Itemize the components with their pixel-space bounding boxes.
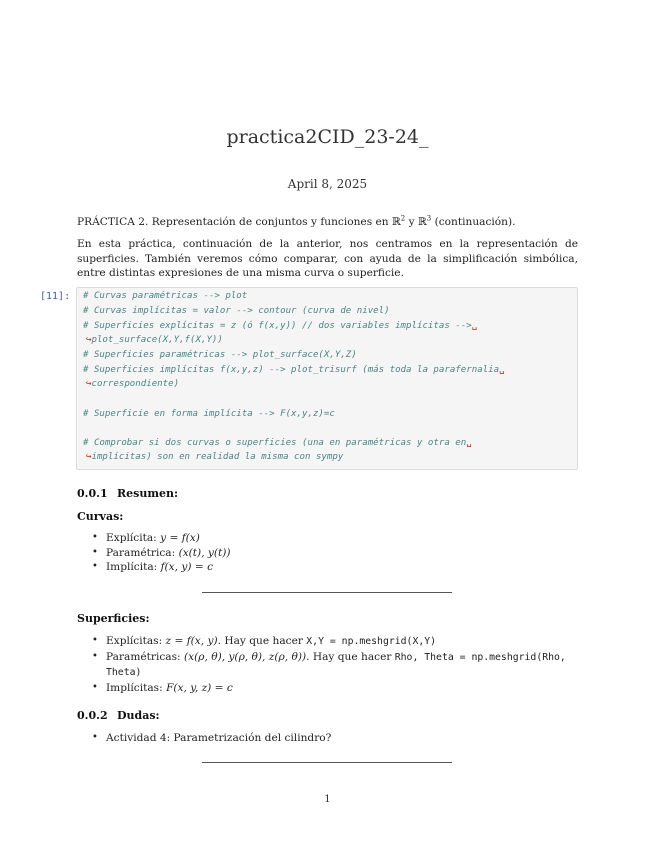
cell-prompt: [11]: — [40, 291, 71, 302]
section-number: 0.0.1 — [77, 487, 108, 500]
item-label: Explícita: — [106, 532, 161, 544]
section-title: Resumen: — [117, 487, 179, 500]
line-wrap-end-icon: ␣ — [471, 321, 478, 331]
intro-main: PRÁCTICA 2. Representación de conjuntos y funciones en ℝ — [77, 216, 401, 228]
code-line — [83, 438, 472, 448]
line-wrap-end-icon: ␣ — [466, 438, 472, 448]
code-line: # Superficies paramétricas --> plot_surface(X,Y,Z) — [83, 350, 357, 360]
item-label: Implícitas: — [106, 681, 167, 694]
item-text: . Hay que hacer — [306, 650, 395, 663]
code-text: correspondiente) — [91, 379, 180, 389]
code-cell[interactable] — [76, 287, 578, 470]
section-title: Dudas: — [117, 709, 160, 722]
code-line — [86, 379, 179, 389]
dudas-list — [92, 731, 582, 746]
list-item: • Actividad 4: Parametrización del cilindro? — [92, 731, 582, 746]
item-label: Paramétrica: — [106, 546, 179, 559]
curvas-list — [92, 531, 582, 575]
list-item — [92, 560, 582, 575]
intro-tail: (continuación). — [431, 216, 516, 228]
superficies-heading: Superficies: — [77, 612, 150, 625]
code-text: # Superficies implícitas f(x,y,z) --> plot_trisurf (más toda la parafernalia — [83, 365, 500, 375]
code-text: plot_surface(X,Y,f(X,Y)) — [91, 335, 223, 345]
curvas-heading: Curvas: — [77, 510, 124, 523]
section-heading-dudas — [77, 709, 160, 722]
intro-y: y ℝ — [405, 216, 427, 228]
code-line — [86, 335, 223, 345]
list-item — [92, 531, 582, 546]
code-text: # Superficies explícitas = z (ó f(x,y)) // dos variables implícitas --> — [83, 321, 472, 331]
list-item — [92, 546, 582, 561]
page-number: 1 — [324, 793, 331, 805]
horizontal-rule — [202, 592, 452, 593]
code-line — [83, 365, 505, 375]
intro-paragraph — [77, 215, 578, 230]
item-math: y = f(x) — [160, 532, 200, 544]
code-text: # Comprobar si dos curvas o superficies (una en paramétricas y otra en — [83, 438, 467, 448]
intro-superscript-3: 3 — [426, 214, 432, 223]
line-wrap-arrow-icon: ↪ — [86, 379, 92, 389]
page-date: April 8, 2025 — [287, 177, 368, 191]
line-wrap-end-icon: ␣ — [499, 365, 505, 375]
description-paragraph: En esta práctica, continuación de la anterior, nos centramos en la representación de superficies. También veremos cómo comparar, con ayuda de la simplificación simbólica, entre distintas expresiones de una misma curva o superficie. — [77, 238, 578, 279]
code-line — [86, 452, 343, 462]
item-text: . Hay que hacer — [217, 635, 307, 647]
item-code: Rho, Theta = np.meshgrid(Rho, Theta) — [106, 651, 566, 678]
item-label: Explícitas: — [106, 635, 166, 647]
list-item — [92, 634, 582, 650]
item-label: Implícita: — [106, 561, 161, 573]
item-math: z = f(x, y) — [165, 635, 218, 647]
list-item — [92, 681, 582, 696]
code-line: # Superficie en forma implícita --> F(x,y,z)=c — [83, 409, 335, 419]
code-line: # Curvas paramétricas --> plot — [83, 291, 248, 301]
code-line: # Curvas implícitas = valor --> contour (curva de nivel) — [83, 306, 390, 316]
list-item — [92, 650, 582, 681]
code-line — [83, 321, 477, 331]
page-title: practica2CID_23-24_ — [226, 126, 429, 148]
item-math: f(x, y) = c — [160, 561, 214, 573]
item-code: X,Y = np.meshgrid(X,Y) — [306, 636, 437, 647]
item-math: (x(t), y(t)) — [178, 546, 231, 559]
intro-superscript-2: 2 — [400, 214, 406, 223]
item-math: F(x, y, z) = c — [166, 681, 233, 694]
section-number: 0.0.2 — [77, 709, 108, 722]
code-text: implícitas) son en realidad la misma con sympy — [91, 452, 344, 462]
superficies-list — [92, 634, 582, 695]
horizontal-rule — [202, 762, 452, 763]
item-label: Paramétricas: — [106, 650, 184, 663]
item-math: (x(ρ, θ), y(ρ, θ), z(ρ, θ)) — [184, 650, 307, 663]
line-wrap-arrow-icon: ↪ — [86, 452, 92, 462]
line-wrap-arrow-icon: ↪ — [86, 335, 92, 345]
section-heading-resumen — [77, 487, 178, 500]
